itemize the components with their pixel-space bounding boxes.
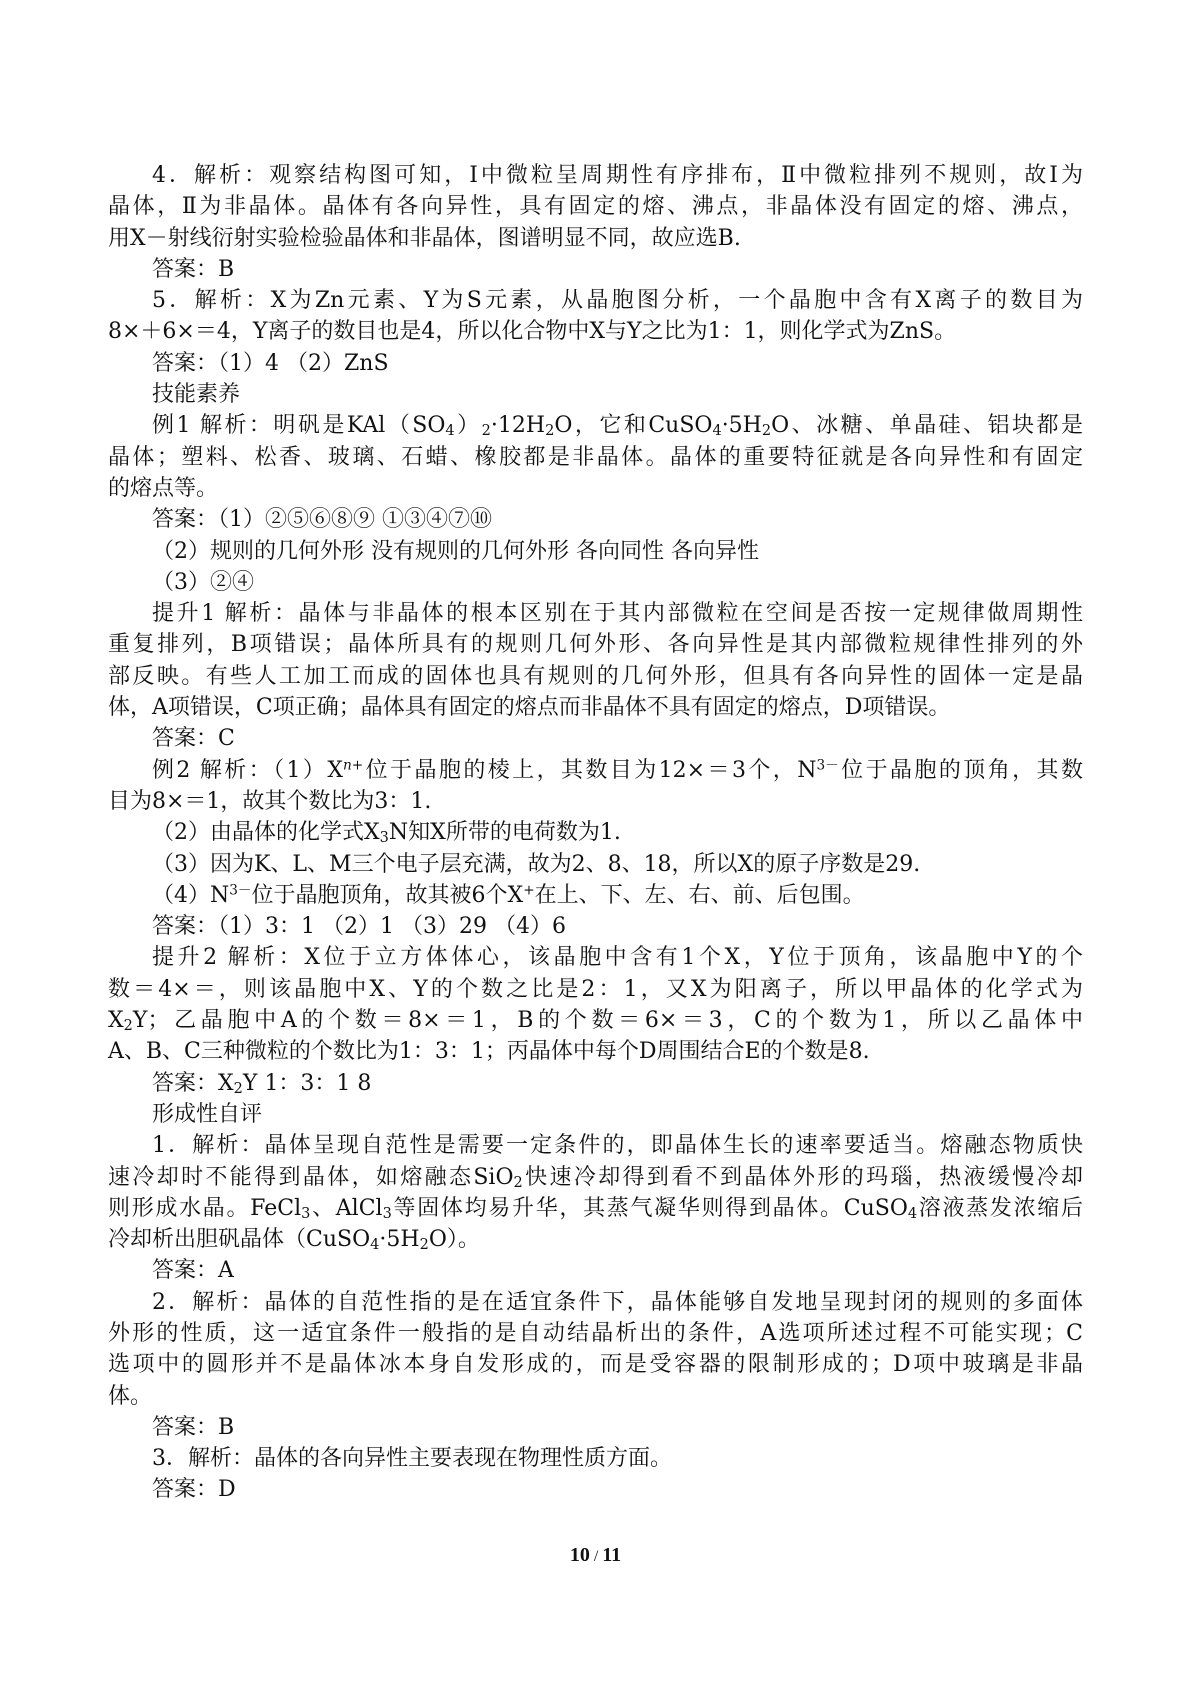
text-line: 例2 解析：$(1)X^{n+}$位于晶胞的棱上，其数目为12×＝3个，$N^{3-}$位于晶胞的顶角，其数 xyxy=(152,757,1083,783)
answer-line: 答案：B xyxy=(152,256,235,282)
text-line: 提升1 解析：晶体与非晶体的根本区别在于其内部微粒在空间是否按一定规律做周期性 xyxy=(152,601,1083,627)
text-line: 4．解析：观察结构图可知，Ⅰ中微粒呈周期性有序排布，Ⅱ中微粒排列不规则，故Ⅰ为 xyxy=(152,163,1083,188)
text-line: 外形的性质，这一适宜条件一般指的是自动结晶析出的条件，A选项所述过程不可能实现；C xyxy=(108,1320,1083,1346)
text-line: 3．解析：晶体的各向异性主要表现在物理性质方面。 xyxy=(152,1446,672,1472)
document-body xyxy=(108,160,1083,1506)
answer-line: 答案：D xyxy=(152,1477,236,1503)
text-line: A、B、C三种微粒的个数比为1：3：1；丙晶体中每个D周围结合E的个数是8. xyxy=(108,1039,870,1065)
answer-line: 答案：C xyxy=(152,726,235,752)
text-line: 重复排列，B项错误；晶体所具有的规则几何外形、各向异性是其内部微粒规律性排列的外 xyxy=(108,632,1083,658)
text-line: 目为8×＝1，故其个数比为3：1. xyxy=(108,788,432,814)
answer-line: 答案：$X_2Y$ 1：3：1 8 xyxy=(152,1070,372,1097)
text-line: 例1 解析：明矾是$KAl(SO_4)_2\cdot 12H_2O$，它和$CuSO_4\cdot 5H_2O$、冰糖、单晶硅、铝块都是 xyxy=(152,413,1083,440)
text-line: 则形成水晶。FeCl$_3$、AlCl$_3$等固体均易升华，其蒸气凝华则得到晶体。CuSO$_4$溶液蒸发浓缩后 xyxy=(108,1195,1083,1222)
text-line: $(4)N^{3-}$位于晶胞顶角，故其被6个X+在上、下、左、右、前、后包围。 xyxy=(152,882,865,908)
text-line: 体。 xyxy=(108,1383,153,1409)
answer-line: 答案：（1）4 （2）ZnS xyxy=(152,350,389,376)
text-line: 晶体，Ⅱ为非晶体。晶体有各向异性，具有固定的熔、沸点，非晶体没有固定的熔、沸点， xyxy=(108,194,1083,220)
section-heading: 技能素养 xyxy=(152,382,241,408)
text-line: 选项中的圆形并不是晶体冰本身自发形成的，而是受容器的限制形成的；D项中玻璃是非晶 xyxy=(108,1352,1083,1378)
text-line: 1．解析：晶体呈现自范性是需要一定条件的，即晶体生长的速率要适当。熔融态物质快 xyxy=(152,1133,1083,1159)
text-line: 2．解析：晶体的自范性指的是在适宜条件下，晶体能够自发地呈现封闭的规则的多面体 xyxy=(152,1289,1083,1315)
answer-line: 答案：A xyxy=(152,1258,234,1284)
text-line: 晶体；塑料、松香、玻璃、石蜡、橡胶都是非晶体。晶体的重要特征就是各向异性和有固定 xyxy=(108,444,1083,470)
text-line: （2）由晶体的化学式$X_3N$知X所带的电荷数为1. xyxy=(152,820,621,847)
answer-line: 答案：B xyxy=(152,1414,235,1440)
answer-line: （2）规则的几何外形 没有规则的几何外形 各向同性 各向异性 xyxy=(152,538,759,564)
text-line: 部反映。有些人工加工而成的固体也具有规则的几何外形，但具有各向异性的固体一定是晶 xyxy=(108,663,1083,689)
text-line: 提升2 解析：X位于立方体体心，该晶胞中含有1个X，Y位于顶角，该晶胞中Y的个 xyxy=(152,945,1083,971)
text-line: 速冷却时不能得到晶体，如熔融态SiO$_2$快速冷却得到看不到晶体外形的玛瑙，热液缓慢冷却 xyxy=(108,1164,1083,1191)
text-line: 体，A项错误，C项正确；晶体具有固定的熔点而非晶体不具有固定的熔点，D项错误。 xyxy=(108,695,951,721)
answer-line: （3）②④ xyxy=(152,569,254,595)
text-line: 用X－射线衍射实验检验晶体和非晶体，图谱明显不同，故应选B. xyxy=(108,225,741,251)
text-line: 5．解析：X为Zn元素、Y为S元素，从晶胞图分析，一个晶胞中含有X离子的数目为 xyxy=(152,288,1083,314)
page-number: 10 / 11 xyxy=(569,1544,622,1566)
text-line: 的熔点等。 xyxy=(108,475,219,501)
text-line: 8×＋6×＝4，Y离子的数目也是4，所以化合物中X与Y之比为1：1，则化学式为ZnS。 xyxy=(108,319,957,345)
answer-line: 答案：（1）3：1 （2）1 （3）29 （4）6 xyxy=(152,914,566,940)
section-heading: 形成性自评 xyxy=(152,1101,263,1127)
text-line: 冷却析出胆矾晶体$(CuSO_4\cdot 5H_2O)$。 xyxy=(108,1227,480,1254)
text-line: 数＝4×＝，则该晶胞中X、Y的个数之比是2：1，又X为阳离子，所以甲晶体的化学式为 xyxy=(108,976,1083,1002)
answer-line: 答案：（1）②⑤⑥⑧⑨ ①③④⑦⑩ xyxy=(152,507,492,533)
text-line: $X_2Y$；乙晶胞中A的个数＝8×＝1，B的个数＝6×＝3，C的个数为1，所以乙晶体中 xyxy=(108,1008,1083,1035)
text-line: （3）因为K、L、M三个电子层充满，故为2、8、18，所以X的原子序数是29. xyxy=(152,851,921,877)
